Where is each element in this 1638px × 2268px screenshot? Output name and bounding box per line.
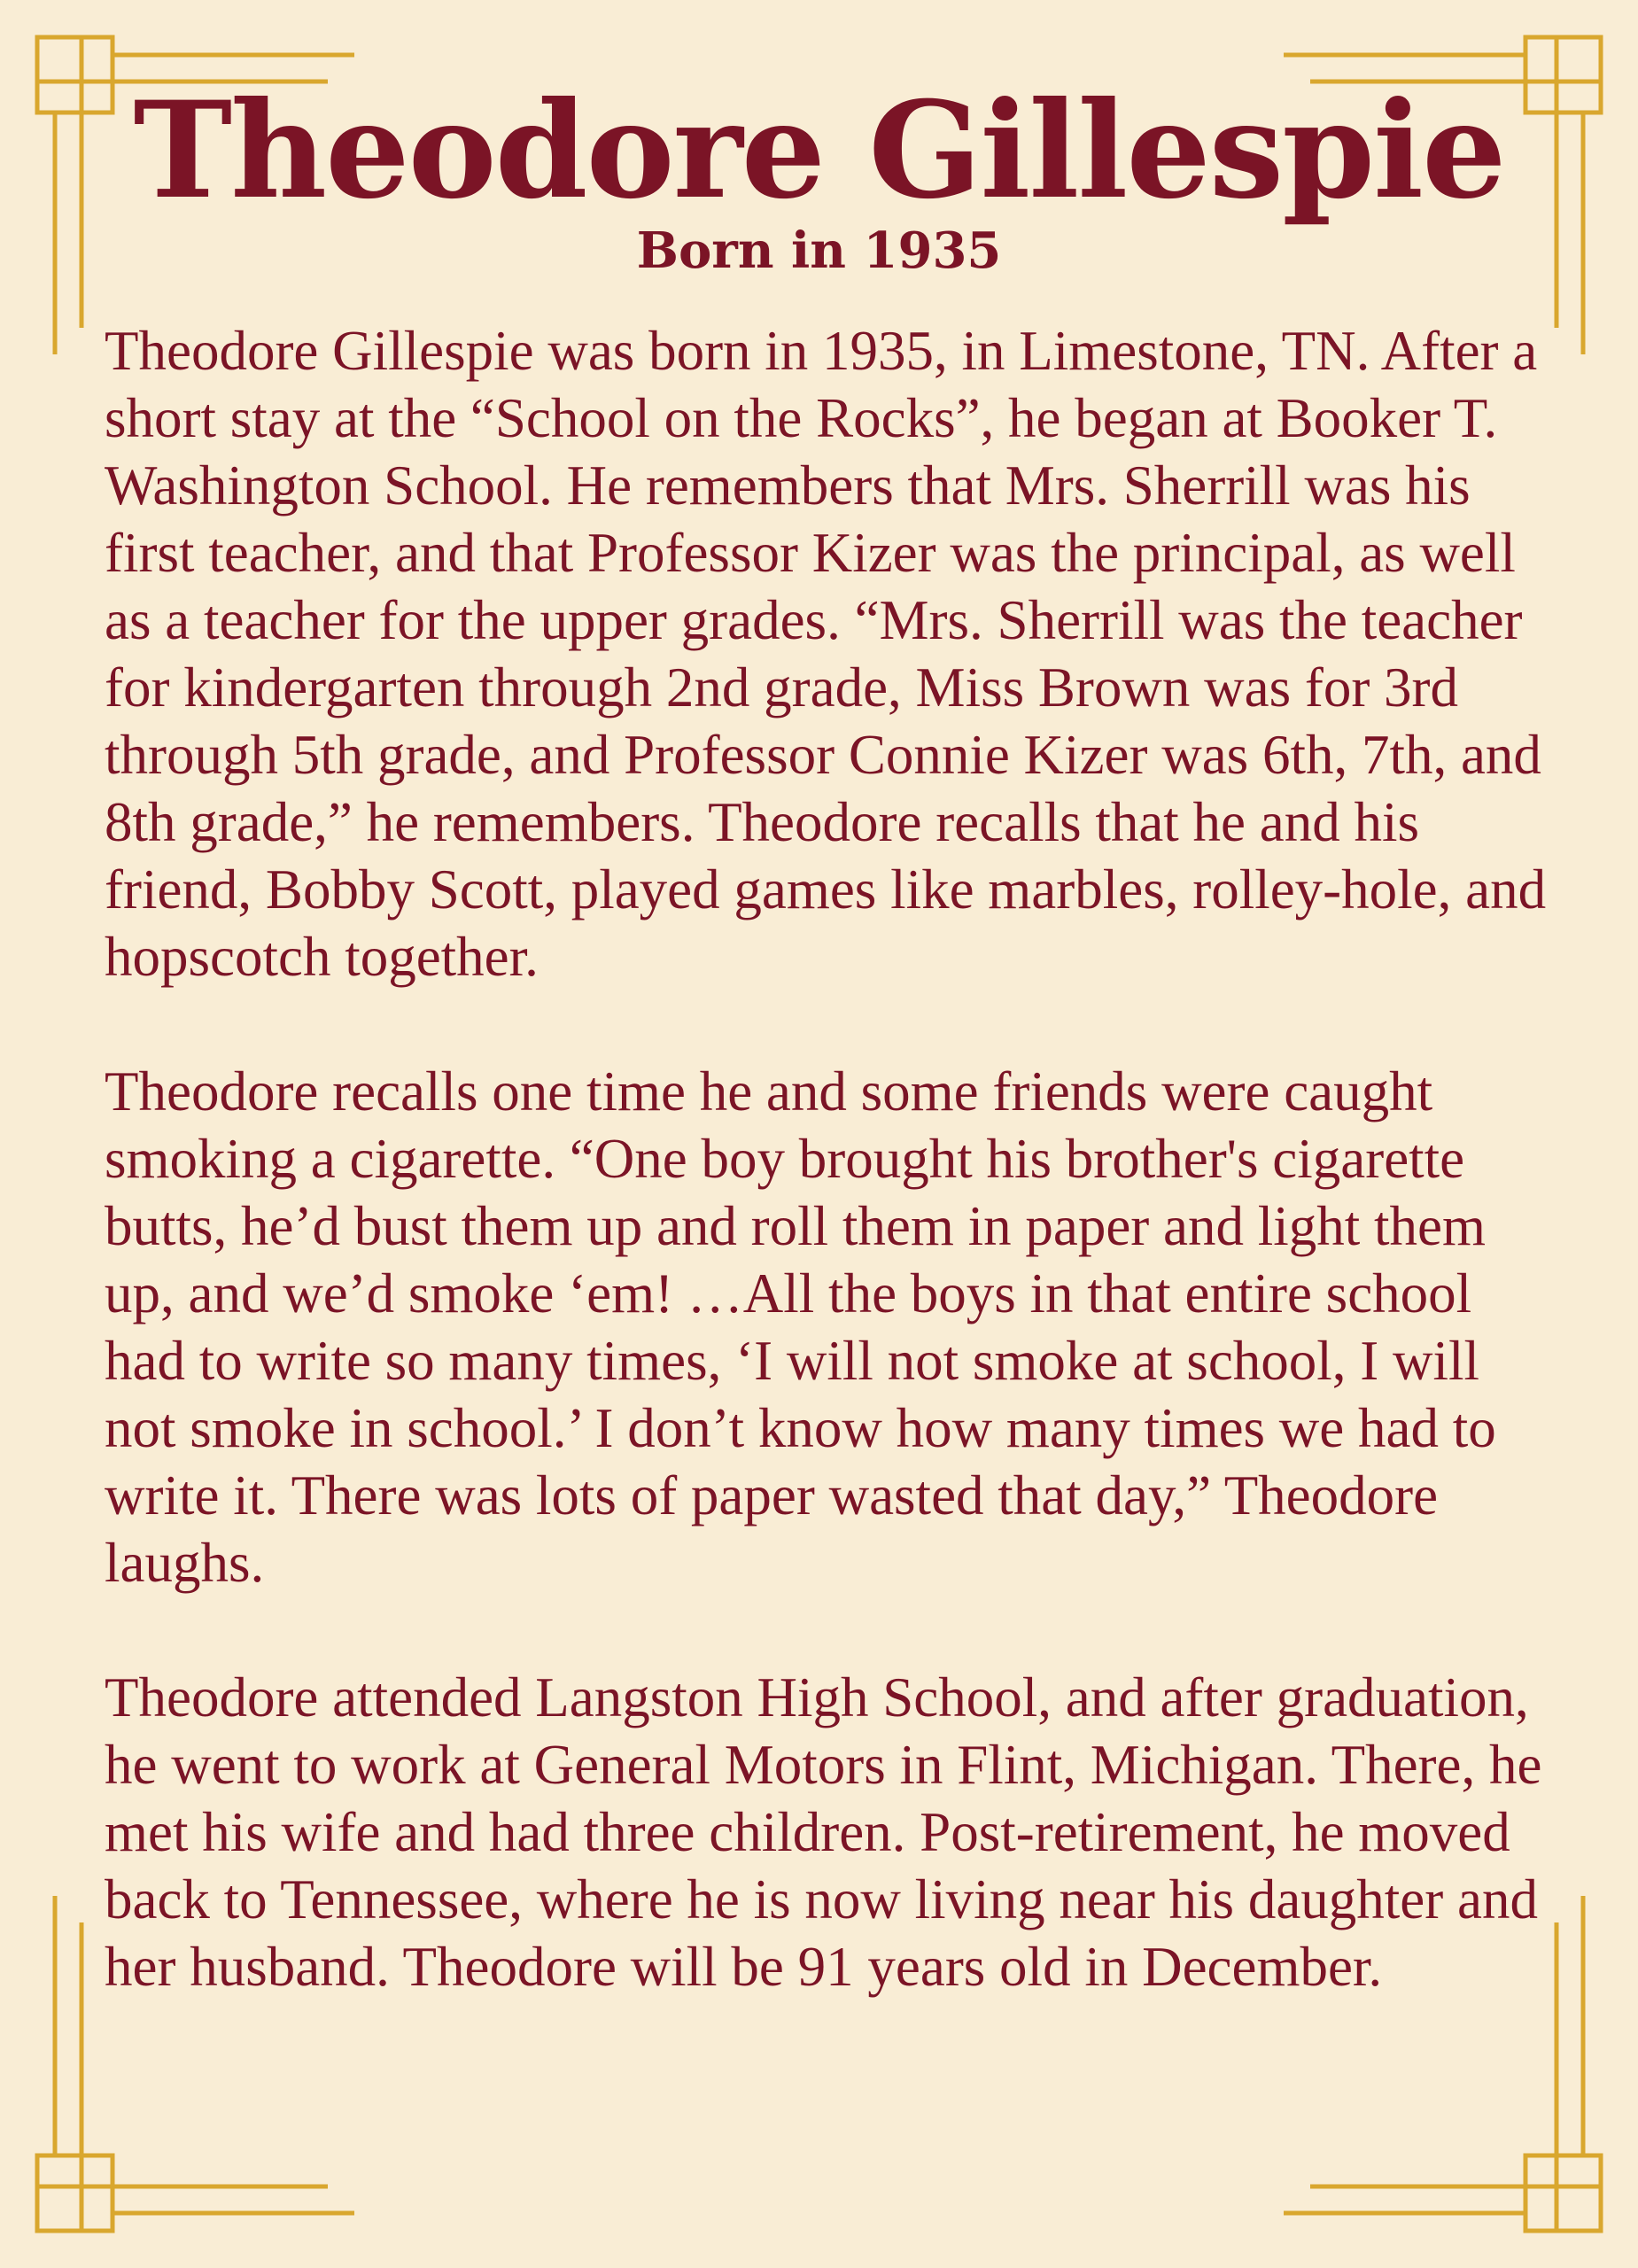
paragraph-3: Theodore attended Langston High School, and after graduation, he went to work at General Motors in Flint, Michigan. There, he met his wife and had three children. Post-retirement, he moved back to Tennessee, where he is now living near his daughter and her husband. Theodore will be 91 years old in December. — [105, 1666, 1542, 1998]
page-title: Theodore Gillespie — [133, 73, 1505, 229]
paragraph-1: Theodore Gillespie was born in 1935, in Limestone, TN. After a short stay at the “School on the Rocks”, he began at Booker T. Washington School. He remembers that Mrs. Sherrill was his first teacher, and that Professor Kizer was the principal, as well as a teacher for the upper grades. “Mrs. Sherrill was the teacher for kindergarten through 2nd grade, Miss Brown was for 3rd through 5th grade, and Professor Connie Kizer was 6th, 7th, and 8th grade,” he remembers. Theodore recalls that he and his friend, Bobby Scott, played games like marbles, rolley-hole, and hopscotch together. — [105, 320, 1547, 988]
biography-text — [105, 317, 1557, 2068]
page-subtitle: Born in 1935 — [636, 221, 1002, 280]
paragraph-2: Theodore recalls one time he and some friends were caught smoking a cigarette. “One boy brought his brother's cigarette butts, he’d bust them up and roll them in paper and light them up, and we’d smoke ‘em! …All the boys in that entire school had to write so many times, ‘I will not smoke at school, I will not smoke in school.’ I don’t know how many times we had to write it. There was lots of paper wasted that day,” Theodore laughs. — [105, 1060, 1496, 1594]
